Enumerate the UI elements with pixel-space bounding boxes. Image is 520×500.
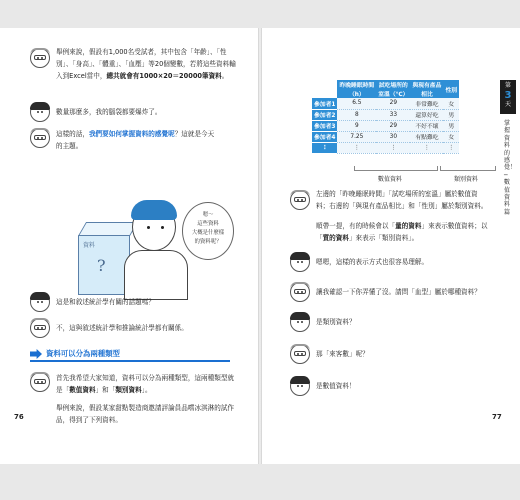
numeric-data-label: 數值資料 (378, 176, 403, 183)
paragraph-example (56, 402, 246, 426)
paragraph-classification (316, 188, 500, 212)
table-cell: 29 (376, 98, 410, 109)
text-line: 」來表示數值資料；以 (421, 222, 488, 230)
row-header: 參加者4 (312, 131, 337, 142)
text-line: 料；右邊的「與現有產品相比」和「性別」屬於類別資料。 (316, 202, 488, 210)
table-row (312, 131, 459, 142)
text-line: 是數值資料！ (316, 382, 356, 390)
text-line: 入到Excel當中， (56, 72, 107, 80)
text-line: 左邊的「昨晚睡眠時間」「試吃場所的室溫」屬於數值資 (316, 190, 478, 198)
arrow-icon (30, 349, 42, 359)
category-data-label: 類別資料 (454, 176, 479, 183)
bubble-line: 的資料呢？ (194, 239, 222, 245)
student-avatar (30, 292, 50, 312)
row-header: 參加者3 (312, 120, 337, 131)
column-header: 與現有產品 相比 (410, 80, 443, 98)
page-number: 77 (492, 413, 502, 421)
text-line: 」和「 (95, 386, 116, 394)
paragraph-answer-numeric (316, 380, 500, 392)
text-line: 品，得到了下列資料。 (56, 416, 122, 424)
emphasis-text: 總共就會有1000×20＝20000筆資料 (106, 72, 222, 80)
student-avatar (290, 312, 310, 332)
table-cell: 不好不壞 (410, 120, 443, 131)
data-box-illustration (78, 235, 130, 295)
text-line: 嗯嗯，這樣的表示方式也很容易理解。 (316, 258, 429, 266)
chapter-title-vertical: 掌握資料的感覺！─數值資料篇 (504, 120, 517, 216)
chapter-label: 第 (504, 82, 511, 89)
table-row (312, 98, 459, 109)
text-line: 不，這與敘述統計學和推論統計學都有關係。 (56, 324, 188, 332)
emphasis-text: 量的資料 (395, 222, 422, 230)
highlight-text: 我們要如何掌握資料的感覺呢 (88, 130, 175, 138)
chapter-badge (500, 80, 516, 114)
sample-data-table (312, 80, 459, 154)
table-cell: ⋮ (443, 142, 459, 153)
page-number: 76 (14, 413, 24, 421)
row-header: 參加者1 (312, 98, 337, 109)
emphasis-text: 數值資料 (69, 386, 96, 394)
paragraph-student-question (56, 296, 246, 308)
student-avatar (30, 102, 50, 122)
table-row (312, 120, 459, 131)
table-cell: 29 (376, 120, 410, 131)
paragraph-professor-answer (56, 322, 246, 334)
table-header-row (312, 80, 459, 98)
bubble-line: 嗯～ (202, 212, 214, 218)
text-line: ？這就是今天 (174, 130, 215, 138)
row-header: 參加者2 (312, 109, 337, 120)
professor-avatar (30, 48, 50, 68)
bubble-line: 這些資料 (197, 221, 219, 227)
column-header: 試吃場所的 室溫（℃） (376, 80, 410, 98)
paragraph-answer-category (316, 316, 500, 328)
paragraph-topic (56, 128, 246, 152)
chapter-suffix: 天 (504, 101, 511, 108)
box-lid (78, 222, 138, 236)
thinking-student-illustration (132, 203, 176, 251)
thought-bubble (182, 202, 234, 260)
table-cell: 女 (443, 98, 459, 109)
table-cell: 30 (376, 131, 410, 142)
table-cell: 有點難吃 (410, 131, 443, 142)
text-line: 這樣的話， (56, 130, 89, 138)
paragraph-intro (56, 46, 246, 82)
chapter-number: 3 (504, 90, 512, 101)
section-title: 資料可以分為兩種類型 (46, 349, 120, 358)
table-cell: ⋮ (376, 142, 410, 153)
text-line: 舉例來說，假設某家甜點製造商邀請評論員品嚐冰淇淋的試作 (56, 404, 235, 412)
emphasis-text: 質的資料 (322, 234, 349, 242)
table-cell: ⋮ (337, 142, 376, 153)
text-line: 那「來客數」呢？ (316, 350, 369, 358)
paragraph-two-types (56, 372, 246, 396)
table-cell: 還算好吃 (410, 109, 443, 120)
table-cell: 7.25 (337, 131, 376, 142)
table-row (312, 142, 459, 153)
text-line: 首先我希望大家知道，資料可以分為兩種類型，這兩種類型就 (56, 374, 235, 382)
text-line: 」。 (141, 386, 152, 394)
emphasis-text: 類別資料 (115, 386, 142, 394)
question-mark-icon: ? (97, 256, 106, 275)
professor-avatar (290, 190, 310, 210)
text-line: 是類別資料？ (316, 318, 356, 326)
table-cell: 男 (443, 109, 459, 120)
text-line: 舉例來說，假設有1,000名受試者，其中包含「年齡」、「性 (56, 48, 227, 56)
text-line: 讓我確認一下你弄懂了沒。請問「血型」屬於哪種資料？ (316, 288, 481, 296)
text-line: 。 (221, 72, 229, 80)
chapter-side-tab (500, 80, 517, 216)
professor-avatar (290, 344, 310, 364)
paragraph-blood-type-question (316, 286, 500, 298)
text-line: 數量那麼多，我的腦袋都要爆炸了。 (56, 108, 162, 116)
text-line: 這是和敘述統計學有關的話題嗎？ (56, 298, 155, 306)
category-bracket (440, 166, 496, 171)
table-cell: 9 (337, 120, 376, 131)
text-line: 是「 (56, 386, 70, 394)
table-cell: 女 (443, 131, 459, 142)
professor-avatar (290, 282, 310, 302)
column-header: 性別 (443, 80, 459, 98)
paragraph-student-reply (56, 106, 246, 118)
paragraph-visitor-question (316, 348, 500, 360)
table-cell: 非常難吃 (410, 98, 443, 109)
table-corner (312, 80, 337, 98)
professor-avatar (30, 318, 50, 338)
row-header: ⋮ (312, 142, 337, 153)
box-label: 資料 (83, 242, 96, 249)
section-heading (30, 348, 230, 362)
paragraph-student-understands (316, 256, 500, 268)
student-avatar (290, 252, 310, 272)
text-line: 的主題。 (56, 142, 83, 150)
professor-avatar (30, 128, 50, 148)
table-cell: 33 (376, 109, 410, 120)
text-line: 「 (316, 234, 323, 242)
student-avatar (290, 376, 310, 396)
table-cell: 6.5 (337, 98, 376, 109)
bubble-line: 大概是什麼樣 (191, 230, 225, 236)
left-page (0, 28, 258, 464)
column-header: 昨晚睡眠時間 （h） (337, 80, 376, 98)
table-cell: 8 (337, 109, 376, 120)
text-line: 」來表示「類別資料」。 (348, 234, 419, 242)
table-cell: ⋮ (410, 142, 443, 153)
text-line: 順帶一提，有的時候會以「 (316, 222, 396, 230)
paragraph-alt-names (316, 220, 500, 244)
right-page (262, 28, 520, 464)
table-row (312, 109, 459, 120)
student-body-illustration (124, 250, 188, 300)
numeric-bracket (354, 166, 438, 171)
text-line: 別」、「身高」、「體重」、「血壓」等20個變數，若將這些資料輸 (56, 60, 236, 68)
table-cell: 男 (443, 120, 459, 131)
professor-avatar (30, 372, 50, 392)
